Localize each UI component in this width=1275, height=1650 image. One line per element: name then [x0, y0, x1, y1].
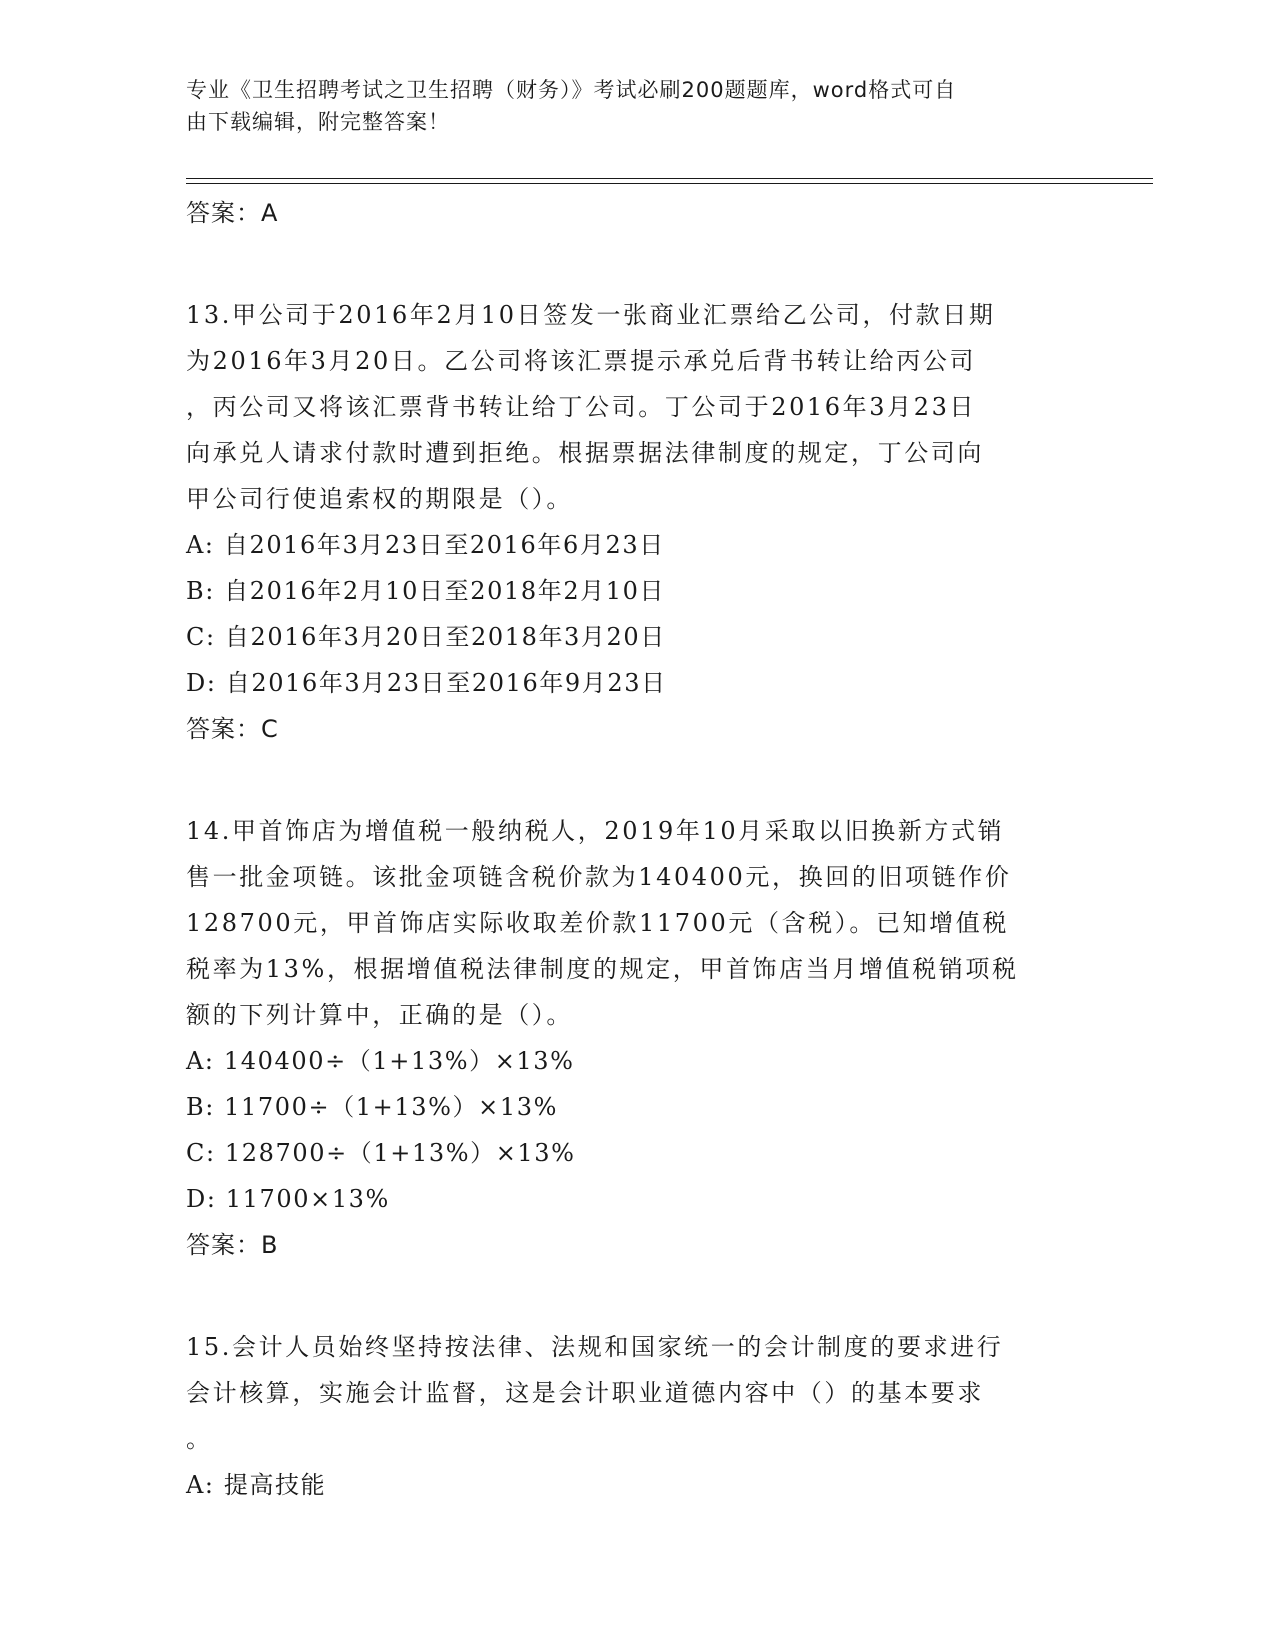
block-gap	[186, 752, 1086, 808]
question-14-line: 税率为13%，根据增值税法律制度的规定，甲首饰店当月增值税销项税	[186, 955, 1019, 983]
question-13-answer: 答案：C	[186, 715, 279, 743]
question-14-option-d: D: 11700×13%	[186, 1185, 390, 1213]
question-14-answer: 答案：B	[186, 1231, 279, 1259]
page-header	[186, 74, 1066, 138]
question-13-option-a: A: 自2016年3月23日至2016年6月23日	[186, 531, 665, 559]
question-14-option-a: A: 140400÷（1+13%）×13%	[186, 1047, 575, 1075]
header-rule-bottom	[186, 183, 1153, 184]
question-15-line: 。	[186, 1425, 213, 1453]
question-14-line: 额的下列计算中，正确的是（）。	[186, 1001, 573, 1029]
question-13-option-d: D: 自2016年3月23日至2016年9月23日	[186, 669, 667, 697]
question-13-option-c: C: 自2016年3月20日至2018年3月20日	[186, 623, 666, 651]
question-15-line: 15.会计人员始终坚持按法律、法规和国家统一的会计制度的要求进行	[186, 1333, 1004, 1361]
block-gap	[186, 1268, 1086, 1324]
question-14-line: 售一批金项链。该批金项链含税价款为140400元，换回的旧项链作价	[186, 863, 1012, 891]
question-13-line: 13.甲公司于2016年2月10日签发一张商业汇票给乙公司，付款日期	[186, 301, 996, 329]
header-line: 由下载编辑，附完整答案！	[186, 110, 450, 134]
question-13-line: 为2016年3月20日。乙公司将该汇票提示承兑后背书转让给丙公司	[186, 347, 977, 375]
question-14-line: 128700元，甲首饰店实际收取差价款11700元（含税）。已知增值税	[186, 909, 1009, 937]
question-14-option-c: C: 128700÷（1+13%）×13%	[186, 1139, 576, 1167]
question-13-line: ，丙公司又将该汇票背书转让给丁公司。丁公司于2016年3月23日	[186, 393, 977, 421]
question-content	[186, 190, 1086, 1508]
question-13-line: 甲公司行使追索权的期限是（）。	[186, 485, 573, 513]
answer-line: 答案：A	[186, 199, 279, 227]
block-gap	[186, 236, 1086, 292]
header-rule-top	[186, 178, 1153, 179]
question-15-option-a: A: 提高技能	[186, 1471, 327, 1499]
header-line: 专业《卫生招聘考试之卫生招聘（财务）》考试必刷200题题库，word格式可自	[186, 78, 957, 102]
question-13-line: 向承兑人请求付款时遭到拒绝。根据票据法律制度的规定，丁公司向	[186, 439, 984, 467]
question-15-line: 会计核算，实施会计监督，这是会计职业道德内容中（）的基本要求	[186, 1379, 984, 1407]
question-14-line: 14.甲首饰店为增值税一般纳税人，2019年10月采取以旧换新方式销	[186, 817, 1005, 845]
question-14-option-b: B: 11700÷（1+13%）×13%	[186, 1093, 558, 1121]
question-13-option-b: B: 自2016年2月10日至2018年2月10日	[186, 577, 666, 605]
